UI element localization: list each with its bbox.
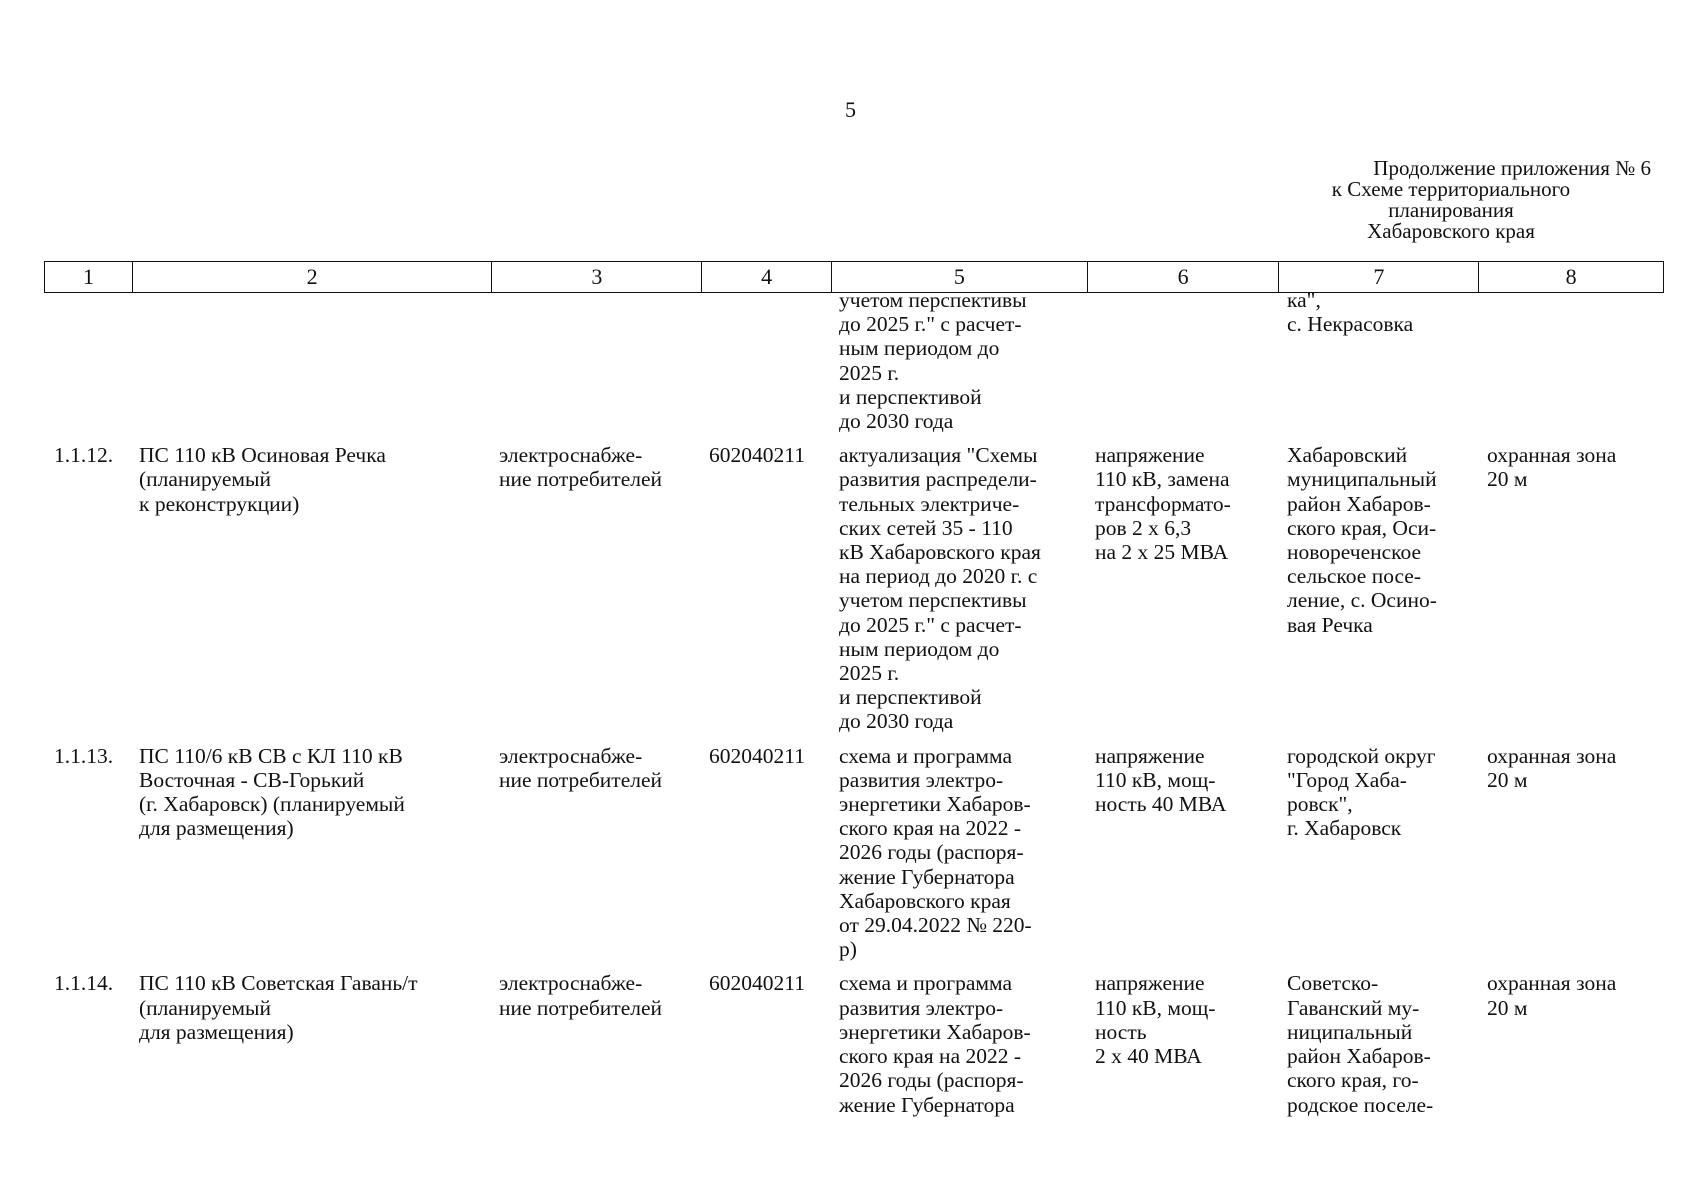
column-header: 1	[45, 262, 133, 292]
table-row	[44, 971, 1664, 1116]
column-header: 2	[133, 262, 493, 292]
cell-purpose: электроснабже- ние потребителей	[499, 971, 663, 1020]
appendix-note-line: Продолжение приложения № 6	[1373, 156, 1651, 180]
cell-code: 602040211	[709, 443, 805, 468]
cell-zone: охранная зона 20 м	[1487, 443, 1617, 492]
appendix-note-line: планирования	[1388, 198, 1514, 222]
table-row-continuation	[44, 288, 1664, 433]
cell-number: 1.1.13.	[54, 743, 114, 768]
cell-basis: схема и программа развития электро- энергетики Хабаров- ского края на 2022 - 2026 годы (распоря- жение Губернатора	[839, 971, 1031, 1117]
table-row	[44, 443, 1664, 733]
cell-characteristics: напряжение 110 кВ, мощ- ность 2 x 40 МВА	[1095, 971, 1216, 1069]
cell-name: ПС 110 кВ Осиновая Речка (планируемый к реконструкции)	[139, 443, 386, 516]
cell-code: 602040211	[709, 971, 805, 996]
appendix-note-line: Хабаровского края	[1367, 219, 1535, 243]
cell-location: Советско- Гаванский му- ниципальный район Хабаров- ского края, го- родское поселе-	[1287, 971, 1434, 1117]
cell-basis: учетом перспективы до 2025 г." с расчет- ным периодом до 2025 г. и перспективой до 2030 года	[839, 288, 1027, 434]
cell-location: ка", с. Некрасовка	[1287, 288, 1414, 337]
column-header: 7	[1279, 262, 1479, 292]
appendix-note	[1251, 158, 1651, 242]
cell-purpose: электроснабже- ние потребителей	[499, 743, 663, 792]
cell-number: 1.1.12.	[54, 443, 114, 468]
cell-characteristics: напряжение 110 кВ, мощ- ность 40 МВА	[1095, 743, 1227, 817]
table-row	[44, 744, 1664, 962]
cell-zone: охранная зона 20 м	[1487, 743, 1617, 792]
cell-basis: схема и программа развития электро- энергетики Хабаров- ского края на 2022 - 2026 годы (распоря- жение Губернатора Хабаровского края от 29.04.2022 № 220- р)	[839, 743, 1032, 962]
cell-name: ПС 110 кВ Советская Гавань/т (планируемый для размещения)	[139, 971, 418, 1044]
appendix-note-line: к Схеме территориального	[1331, 177, 1571, 201]
column-header: 8	[1565, 264, 1577, 289]
column-header: 4	[702, 262, 832, 292]
cell-zone: охранная зона 20 м	[1487, 971, 1617, 1020]
column-header: 6	[1088, 262, 1280, 292]
column-header: 5	[832, 262, 1088, 292]
cell-name: ПС 110/6 кВ СВ с КЛ 110 кВ Восточная - СВ-Горький (г. Хабаровск) (планируемый для размещения)	[139, 743, 405, 841]
cell-location: Хабаровский муниципальный район Хабаров- ского края, Оси- новореченское сельское посе- ление, с. Осино- вая Речка	[1287, 443, 1437, 637]
cell-purpose: электроснабже- ние потребителей	[499, 443, 663, 492]
cell-basis: актуализация "Схемы развития распредели- тельных электриче- ских сетей 35 - 110 кВ Хабаровского края на период до 2020 г. с учетом перспективы до 2025 г." с расчет- ным периодом до 2025 г. и перспективой до 2030 года	[839, 443, 1041, 734]
page-number: 5	[845, 97, 856, 122]
cell-location: городской округ "Город Хаба- ровск", г. Хабаровск	[1287, 743, 1436, 841]
cell-code: 602040211	[709, 743, 805, 768]
column-header: 3	[492, 262, 702, 292]
table-body	[44, 288, 1664, 1117]
cell-number: 1.1.14.	[54, 971, 114, 996]
cell-characteristics: напряжение 110 кВ, замена трансформато- ров 2 x 6,3 на 2 x 25 МВА	[1095, 443, 1231, 565]
